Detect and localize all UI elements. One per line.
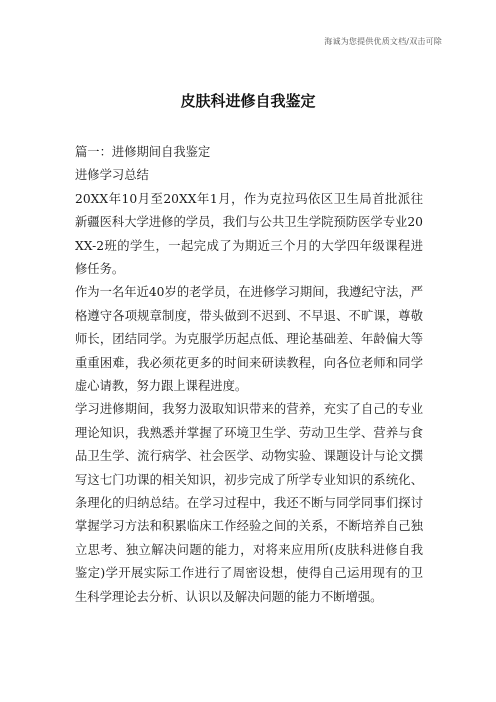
paragraph-2: 作为一名年近40岁的老学员，在进修学习期间，我遵纪守法，严格遵守各项规章制度，带头做到不迟到、不早退、不旷课，尊敬师长，团结同学。为克服学历起点低、理论基础差、年龄偏大等重重困难，我必须花更多的时间来研读教程，向各位老师和同学虚心请教，努力跟上课程进度。 (75, 285, 423, 394)
document-title: 皮肤科进修自我鉴定 (180, 92, 316, 110)
document-body (75, 141, 423, 609)
paragraph-3: 学习进修期间，我努力汲取知识带来的营养，充实了自己的专业理论知识，我熟悉并掌握了环境卫生学、劳动卫生学、营养与食品卫生学、流行病学、社会医学、动物实验、课题设计与论文撰写这七门功课的相关知识，初步完成了所学专业知识的系统化、条理化的归纳总结。在学习过程中，我还不断与同学同事们探讨掌握学习方法和积累临床工作经验之间的关系，不断培养自己独立思考、独立解决问题的能力，对将来应用所(皮肤科进修自我鉴定)学开展实际工作进行了周密设想，使得自己运用现有的卫生科学理论去分析、认识以及解决问题的能力不断增强。 (75, 402, 423, 604)
subheading: 进修学习总结 (75, 168, 149, 183)
header-note: 海诚为您提供优质文档/双击可除 (324, 37, 442, 46)
section-heading: 篇一：进修期间自我鉴定 (75, 145, 211, 159)
paragraph-1: 20XX年10月至20XX年1月，作为克拉玛依区卫生局首批派往新疆医科大学进修的学员，我们与公共卫生学院预防医学专业20XX-2班的学生，一起完成了为期近三个月的大学四年级课程进修任务。 (75, 191, 423, 276)
